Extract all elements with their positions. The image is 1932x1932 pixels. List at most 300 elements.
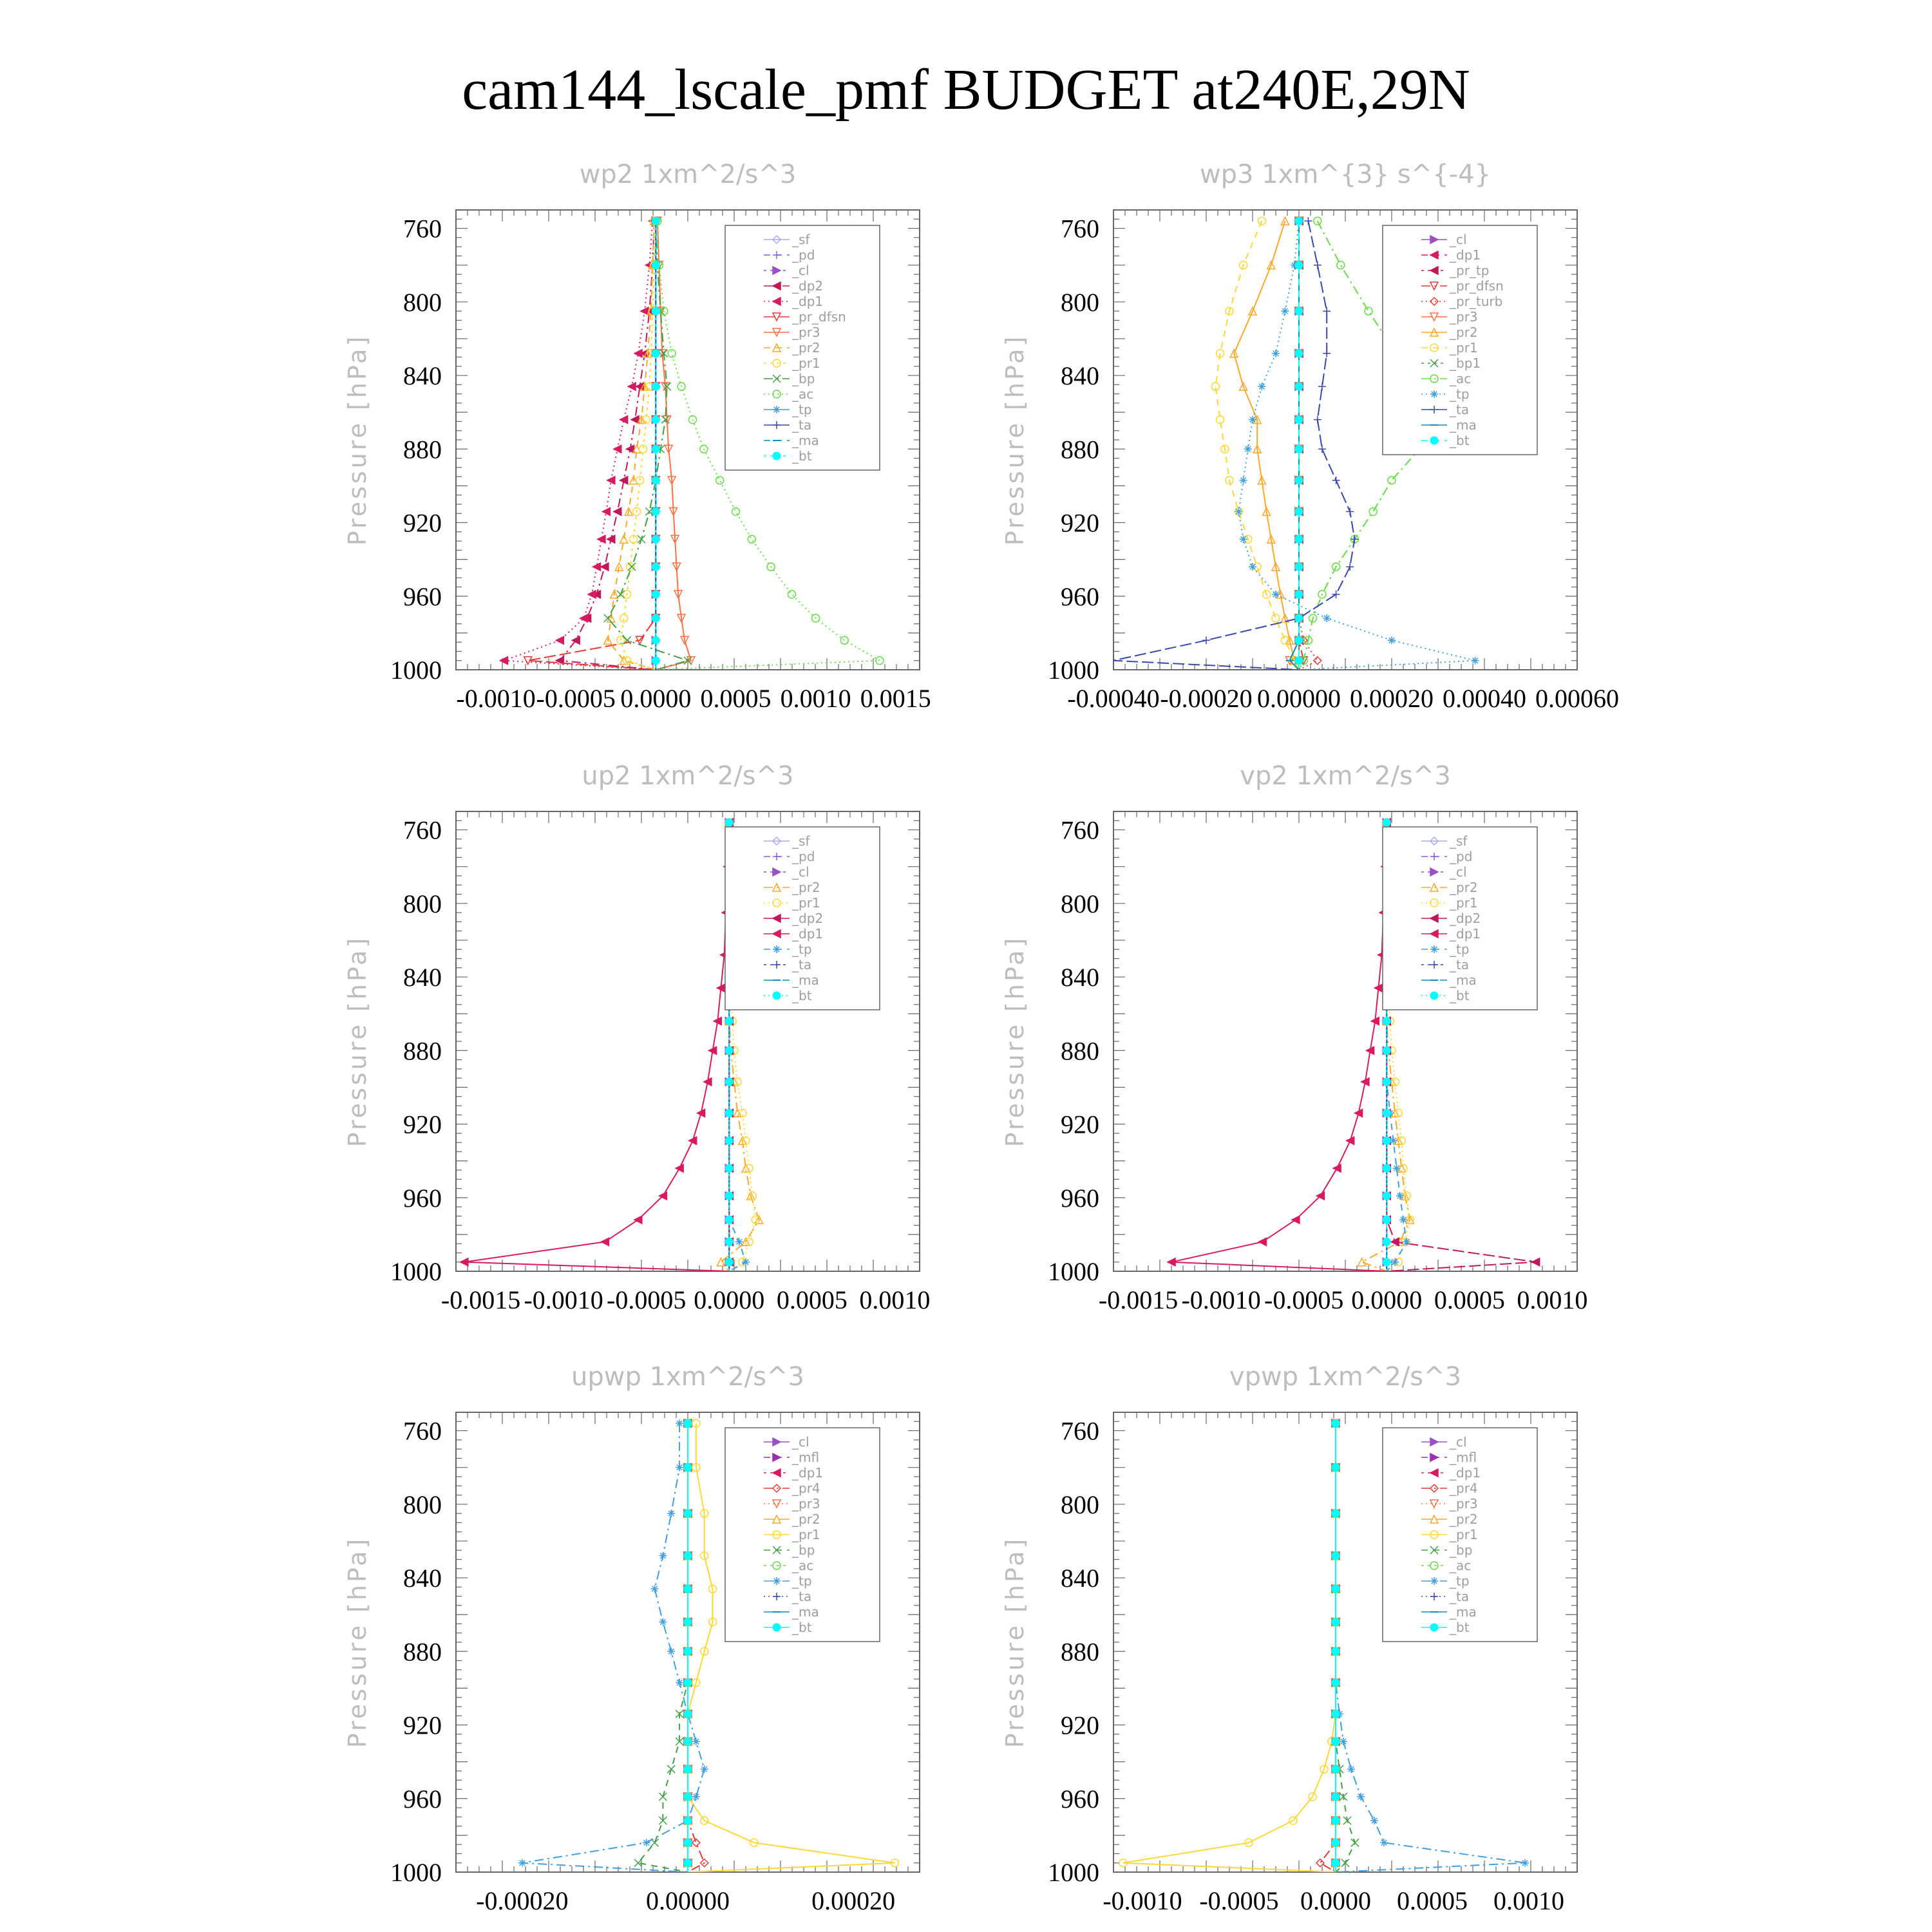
legend-label: _pr1 xyxy=(1450,340,1478,355)
x-tick-label: 0.0005 xyxy=(1397,1886,1468,1915)
data-point xyxy=(1304,217,1312,225)
legend-marker xyxy=(773,1624,781,1631)
data-point xyxy=(601,563,609,571)
data-point xyxy=(725,1258,733,1266)
data-point xyxy=(500,657,507,665)
x-tick-label: -0.0015 xyxy=(1098,1285,1179,1314)
data-point xyxy=(1393,1164,1401,1172)
data-point xyxy=(628,383,636,390)
series-line-pr1 xyxy=(621,221,656,670)
data-point xyxy=(1383,1164,1390,1172)
y-tick-label: 840 xyxy=(403,361,442,391)
series-line-dp1 xyxy=(464,822,729,1271)
data-point xyxy=(1332,477,1340,484)
series-group xyxy=(460,819,763,1271)
x-tick-label: 0.0000 xyxy=(1351,1285,1423,1314)
data-point xyxy=(1357,1793,1365,1801)
legend-label: _pr_tp xyxy=(1450,263,1490,278)
data-point xyxy=(1332,1679,1340,1687)
data-point xyxy=(684,1618,692,1626)
legend-marker xyxy=(1430,437,1438,444)
data-point xyxy=(684,1679,692,1687)
data-point xyxy=(580,614,588,622)
y-tick-label: 920 xyxy=(1061,508,1099,538)
data-point xyxy=(1332,1859,1340,1867)
x-tick-label: 0.0000 xyxy=(1300,1886,1371,1915)
legend-marker xyxy=(773,1577,781,1585)
legend-label: _cl xyxy=(1450,864,1467,880)
y-tick-label: 760 xyxy=(1061,1416,1099,1446)
data-point xyxy=(1369,507,1377,515)
data-point xyxy=(725,1216,733,1224)
data-point xyxy=(684,1552,692,1560)
y-tick-label: 880 xyxy=(1061,435,1099,464)
y-tick-label: 880 xyxy=(403,1036,442,1066)
x-tick-label: -0.0005 xyxy=(607,1285,687,1314)
y-tick-label: 760 xyxy=(403,214,442,243)
series-line-pr1 xyxy=(1123,1423,1336,1872)
data-point xyxy=(1240,477,1247,484)
legend-label: _pd xyxy=(1450,849,1473,864)
y-tick-label: 800 xyxy=(403,889,442,918)
data-point xyxy=(1340,1738,1347,1745)
data-point xyxy=(1295,217,1303,225)
y-tick-label: 1000 xyxy=(390,1257,442,1286)
data-point xyxy=(588,591,596,598)
data-point xyxy=(1316,1859,1324,1867)
data-point xyxy=(1295,507,1303,515)
legend-label: _cl xyxy=(792,864,810,880)
data-point xyxy=(652,477,659,484)
data-point xyxy=(460,1258,468,1266)
y-tick-label: 880 xyxy=(1061,1637,1099,1667)
data-point xyxy=(1295,563,1303,571)
data-point xyxy=(1347,1765,1355,1773)
legend-label: _pr_dfsn xyxy=(792,309,846,325)
data-point xyxy=(1314,416,1321,424)
legend-label: _ma xyxy=(792,972,819,988)
x-tick-label: 0.00000 xyxy=(646,1886,730,1915)
y-tick-label: 920 xyxy=(403,1110,442,1139)
data-point xyxy=(684,1817,692,1824)
data-point xyxy=(684,1710,692,1718)
legend-marker xyxy=(773,452,781,460)
data-point xyxy=(725,1046,733,1054)
data-point xyxy=(689,1137,697,1144)
data-point xyxy=(692,1738,700,1745)
x-tick-label: 0.00000 xyxy=(1257,684,1341,713)
legend-label: _pr4 xyxy=(792,1481,820,1496)
y-tick-label: 840 xyxy=(1061,361,1099,391)
y-tick-label: 960 xyxy=(403,1784,442,1814)
legend-label: _pr3 xyxy=(792,325,820,340)
data-point xyxy=(1249,416,1256,424)
series-line-tp xyxy=(522,1423,705,1872)
data-point xyxy=(652,591,659,598)
data-point xyxy=(725,1109,733,1117)
panel-title: vpwp 1xm^2/s^3 xyxy=(1229,1362,1462,1392)
legend-label: _ma xyxy=(1450,1604,1477,1620)
legend-label: _pr_dfsn xyxy=(1450,278,1504,294)
data-point xyxy=(659,1618,667,1626)
data-point xyxy=(1472,657,1479,665)
x-tick-label: 0.00020 xyxy=(1350,684,1434,713)
legend-label: _tp xyxy=(792,402,812,417)
x-tick-label: 0.0005 xyxy=(1434,1285,1505,1314)
data-point xyxy=(1383,1238,1390,1245)
panel-1 xyxy=(343,160,931,713)
data-point xyxy=(1332,1585,1340,1593)
data-point xyxy=(1337,261,1345,269)
legend-label: _sf xyxy=(792,232,810,247)
y-tick-label: 920 xyxy=(1061,1110,1099,1139)
data-point xyxy=(1532,1258,1540,1266)
data-point xyxy=(652,507,659,515)
y-tick-label: 880 xyxy=(403,1637,442,1667)
legend-label: _pd xyxy=(792,247,815,263)
data-point xyxy=(1383,1258,1390,1266)
legend-label: _cl xyxy=(1450,232,1467,247)
legend-label: _bt xyxy=(792,448,812,464)
data-point xyxy=(1396,1192,1404,1200)
data-point xyxy=(518,1859,526,1867)
legend-label: _pr2 xyxy=(792,340,820,355)
panel-3 xyxy=(343,761,930,1314)
x-tick-label: 0.0010 xyxy=(859,1285,931,1314)
data-point xyxy=(1332,1464,1340,1472)
x-tick-label: -0.0010 xyxy=(524,1285,603,1314)
data-point xyxy=(556,636,564,644)
y-tick-label: 1000 xyxy=(390,1858,442,1887)
data-point xyxy=(692,1793,700,1801)
data-point xyxy=(652,535,659,543)
y-axis-label: Pressure [hPa] xyxy=(1001,334,1029,546)
legend-label: _tp xyxy=(792,942,812,957)
data-point xyxy=(1292,1216,1300,1224)
legend-label: _tp xyxy=(1450,1573,1470,1589)
legend-label: _pr4 xyxy=(1450,1481,1478,1496)
legend-label: _sf xyxy=(792,833,810,849)
legend-label: _bp1 xyxy=(1450,355,1481,371)
data-point xyxy=(1370,1817,1378,1824)
data-point xyxy=(652,350,659,357)
data-point xyxy=(602,507,610,515)
x-tick-label: -0.0010 xyxy=(1103,1886,1182,1915)
y-axis-label: Pressure [hPa] xyxy=(1001,1536,1029,1748)
legend-label: _pr2 xyxy=(792,1511,820,1527)
data-point xyxy=(1281,307,1289,315)
legend-label: _ta xyxy=(792,1589,812,1604)
y-tick-label: 1000 xyxy=(1048,1858,1099,1887)
data-point xyxy=(601,1238,609,1245)
data-point xyxy=(676,1679,683,1687)
legend-label: _tp xyxy=(792,1573,812,1589)
legend-label: _dp1 xyxy=(792,294,824,309)
data-point xyxy=(1249,563,1256,571)
data-point xyxy=(1295,657,1303,665)
y-tick-label: 760 xyxy=(403,815,442,845)
data-point xyxy=(1383,1192,1390,1200)
data-point xyxy=(614,445,621,453)
data-point xyxy=(876,657,884,665)
data-point xyxy=(1295,477,1303,484)
legend-label: _bp xyxy=(1450,1542,1473,1558)
data-point xyxy=(1383,1137,1390,1144)
legend-label: _bt xyxy=(1450,433,1470,448)
legend-label: _cl xyxy=(1450,1434,1467,1450)
y-axis-label: Pressure [hPa] xyxy=(1001,935,1029,1148)
data-point xyxy=(1295,307,1303,315)
y-tick-label: 960 xyxy=(1061,1784,1099,1814)
legend-label: _bp xyxy=(792,1542,815,1558)
series-line-bp xyxy=(608,221,688,670)
legend-label: _ta xyxy=(1450,1589,1470,1604)
y-tick-label: 1000 xyxy=(390,656,442,685)
legend-label: _ta xyxy=(1450,402,1470,417)
data-point xyxy=(716,477,724,484)
data-point xyxy=(667,1647,675,1655)
data-point xyxy=(1383,1109,1390,1117)
data-point xyxy=(1295,383,1303,390)
data-point xyxy=(692,1839,700,1846)
legend-label: _pr2 xyxy=(1450,325,1478,340)
legend-label: _pr1 xyxy=(792,895,820,911)
legend-marker xyxy=(1430,992,1438,999)
legend-label: _mfl xyxy=(792,1450,820,1465)
data-point xyxy=(652,563,659,571)
legend-label: _pr2 xyxy=(1450,880,1478,895)
legend-label: _ac xyxy=(792,1558,814,1573)
legend-label: _bt xyxy=(1450,1620,1470,1635)
legend-label: _pr2 xyxy=(792,880,820,895)
legend-marker xyxy=(773,406,781,413)
series-line-pr2 xyxy=(608,221,656,670)
y-tick-label: 880 xyxy=(1061,1036,1099,1066)
y-tick-label: 840 xyxy=(1061,1564,1099,1593)
data-point xyxy=(1314,261,1321,269)
data-point xyxy=(652,217,659,225)
data-point xyxy=(1346,563,1354,571)
series-line-bp xyxy=(638,1423,688,1872)
data-point xyxy=(661,416,669,424)
data-point xyxy=(614,507,621,515)
data-point xyxy=(1347,1137,1354,1144)
data-point xyxy=(725,1078,733,1086)
legend-label: _dp2 xyxy=(792,911,824,926)
y-tick-label: 800 xyxy=(1061,889,1099,918)
data-point xyxy=(1383,819,1390,826)
legend-label: _pr3 xyxy=(1450,309,1478,325)
data-point xyxy=(652,261,659,269)
x-tick-label: -0.00020 xyxy=(1160,684,1253,713)
data-point xyxy=(1318,445,1326,453)
x-tick-label: -0.0005 xyxy=(536,684,616,713)
legend-marker xyxy=(1430,945,1438,953)
data-point xyxy=(1388,477,1396,484)
page-title: cam144_lscale_pmf BUDGET at240E,29N xyxy=(462,58,1470,122)
panel-title: up2 1xm^2/s^3 xyxy=(582,761,794,791)
data-point xyxy=(725,1137,733,1144)
data-point xyxy=(725,1238,733,1245)
data-point xyxy=(1521,1859,1529,1867)
y-tick-label: 960 xyxy=(1061,1183,1099,1213)
data-point xyxy=(684,1585,692,1593)
data-point xyxy=(684,1419,692,1427)
legend-label: _pr1 xyxy=(1450,895,1478,911)
data-point xyxy=(1332,1710,1340,1718)
legend-label: _dp1 xyxy=(1450,926,1481,942)
legend-label: _pr1 xyxy=(1450,1527,1478,1542)
y-tick-label: 760 xyxy=(1061,214,1099,243)
data-point xyxy=(1332,1817,1340,1824)
data-point xyxy=(1346,507,1354,515)
data-point xyxy=(725,1018,733,1025)
data-point xyxy=(667,1765,675,1773)
legend-marker xyxy=(773,945,781,953)
data-point xyxy=(684,1839,692,1846)
y-tick-label: 800 xyxy=(403,1490,442,1519)
legend-label: _pr1 xyxy=(792,355,820,371)
data-point xyxy=(1258,383,1265,390)
legend-label: _ta xyxy=(792,417,812,433)
legend-label: _ma xyxy=(1450,417,1477,433)
data-point xyxy=(1295,261,1303,269)
data-point xyxy=(700,445,708,453)
legend-label: _bt xyxy=(792,1620,812,1635)
x-tick-label: -0.0010 xyxy=(1181,1285,1261,1314)
data-point xyxy=(684,1510,692,1517)
legend-label: _tp xyxy=(1450,386,1470,402)
legend-label: _dp2 xyxy=(792,278,824,294)
data-point xyxy=(1323,307,1331,315)
data-point xyxy=(1318,383,1326,390)
data-point xyxy=(1244,445,1252,453)
x-tick-label: 0.0005 xyxy=(776,1285,848,1314)
data-point xyxy=(1332,1839,1340,1846)
data-point xyxy=(1202,636,1210,644)
data-point xyxy=(735,1238,743,1245)
x-tick-label: -0.00020 xyxy=(476,1886,569,1915)
data-point xyxy=(1272,350,1280,357)
data-point xyxy=(1332,1765,1340,1773)
data-point xyxy=(684,1859,692,1867)
data-point xyxy=(1358,1258,1366,1266)
legend-label: _pr3 xyxy=(792,1496,820,1511)
data-point xyxy=(1399,1216,1407,1224)
data-point xyxy=(1388,636,1396,644)
legend-marker xyxy=(1430,1624,1438,1631)
y-tick-label: 920 xyxy=(403,508,442,538)
y-tick-label: 800 xyxy=(403,287,442,317)
legend-marker xyxy=(773,992,781,999)
x-tick-label: -0.0015 xyxy=(440,1285,521,1314)
x-tick-label: -0.0010 xyxy=(456,684,536,713)
data-point xyxy=(1272,614,1280,622)
data-point xyxy=(840,636,848,644)
y-tick-label: 840 xyxy=(403,963,442,992)
x-tick-label: 0.0010 xyxy=(780,684,851,713)
data-point xyxy=(652,383,659,390)
legend-label: _pd xyxy=(792,849,815,864)
x-tick-label: 0.0000 xyxy=(694,1285,765,1314)
data-point xyxy=(1332,1510,1340,1517)
legend-label: _dp2 xyxy=(1450,911,1481,926)
data-point xyxy=(1391,1238,1399,1245)
legend-label: _ma xyxy=(1450,972,1477,988)
data-point xyxy=(1323,614,1331,622)
data-point xyxy=(643,1839,650,1846)
legend-label: _ta xyxy=(1450,957,1470,972)
legend-label: _ac xyxy=(1450,1558,1472,1573)
legend-label: _cl xyxy=(792,263,810,278)
x-tick-label: -0.0005 xyxy=(1264,1285,1344,1314)
x-tick-label: 0.0005 xyxy=(700,684,772,713)
data-point xyxy=(1295,350,1303,357)
data-point xyxy=(1333,1164,1341,1172)
data-point xyxy=(667,1510,675,1517)
x-tick-label: -0.0005 xyxy=(1199,1886,1279,1915)
data-point xyxy=(725,819,733,826)
y-tick-label: 960 xyxy=(403,582,442,611)
data-point xyxy=(742,1258,750,1266)
legend-label: _dp1 xyxy=(1450,247,1481,263)
data-point xyxy=(684,1793,692,1801)
data-point xyxy=(1383,1078,1390,1086)
legend-marker xyxy=(1430,390,1438,398)
x-tick-label: 0.00060 xyxy=(1535,684,1619,713)
data-point xyxy=(1314,657,1321,665)
data-point xyxy=(1295,636,1303,644)
data-point xyxy=(684,1765,692,1773)
data-point xyxy=(1332,1738,1340,1745)
data-point xyxy=(1295,614,1303,622)
data-point xyxy=(676,1464,683,1472)
data-point xyxy=(634,1216,642,1224)
panel-2 xyxy=(1001,160,1619,713)
legend-label: _dp1 xyxy=(792,926,824,942)
data-point xyxy=(1332,591,1340,598)
data-point xyxy=(1272,591,1280,598)
legend-label: _bp xyxy=(792,371,815,386)
data-point xyxy=(652,416,659,424)
x-tick-label: 0.00040 xyxy=(1443,684,1526,713)
panel-4 xyxy=(1001,761,1587,1314)
y-tick-label: 920 xyxy=(1061,1710,1099,1740)
y-tick-label: 960 xyxy=(403,1183,442,1213)
legend-label: _pr2 xyxy=(1450,1511,1478,1527)
data-point xyxy=(684,1464,692,1472)
legend-label: _dp1 xyxy=(1450,1465,1481,1481)
legend-label: _ma xyxy=(792,433,819,448)
data-point xyxy=(1168,1258,1175,1266)
panel-title: wp2 1xm^2/s^3 xyxy=(579,160,797,189)
data-point xyxy=(1295,416,1303,424)
x-tick-label: 0.0000 xyxy=(620,684,692,713)
y-tick-label: 840 xyxy=(1061,963,1099,992)
y-tick-label: 880 xyxy=(403,435,442,464)
y-tick-label: 1000 xyxy=(1048,1257,1099,1286)
y-tick-label: 760 xyxy=(1061,815,1099,845)
data-point xyxy=(1403,1238,1410,1245)
legend-label: _sf xyxy=(1450,833,1468,849)
data-point xyxy=(1323,350,1331,357)
data-point xyxy=(652,657,659,665)
y-tick-label: 960 xyxy=(1061,582,1099,611)
x-tick-label: -0.00040 xyxy=(1067,684,1160,713)
data-point xyxy=(725,1192,733,1200)
legend-label: _tp xyxy=(1450,942,1470,957)
y-axis-label: Pressure [hPa] xyxy=(343,935,372,1148)
